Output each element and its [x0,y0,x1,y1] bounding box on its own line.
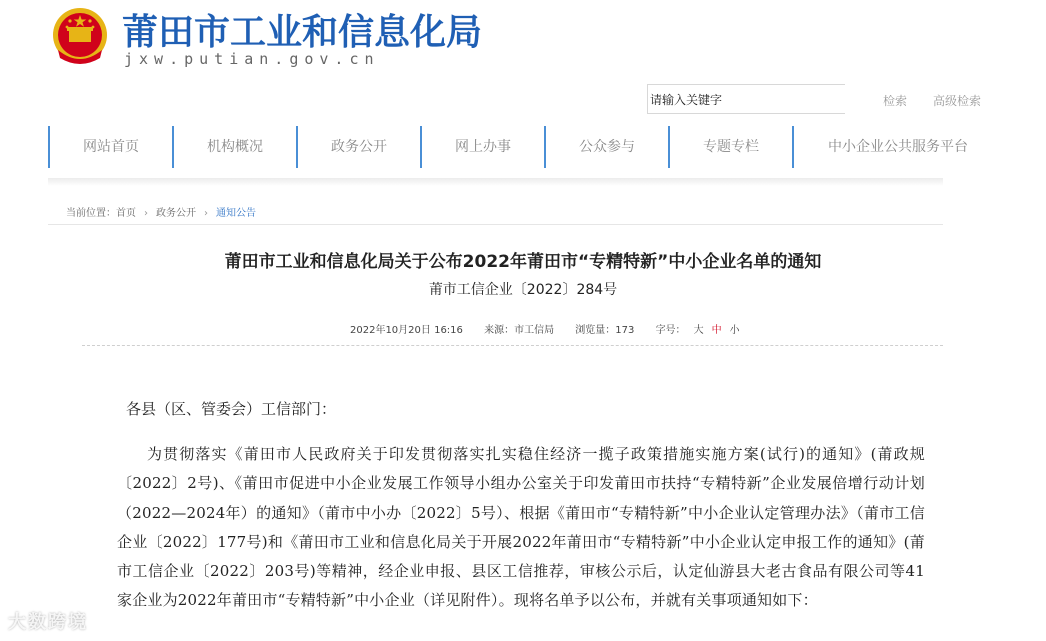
site-title: 莆田市工业和信息化局 [122,12,483,53]
breadcrumb [66,204,256,219]
nav-item-home[interactable]: 网站首页 [48,126,172,168]
document-number: 莆市工信企业〔2022〕284号 [428,282,618,298]
font-size-medium-button[interactable]: 中 [711,325,722,336]
publish-date: 2022年10月20日 16:16 [350,325,463,336]
breadcrumb-notices[interactable]: 通知公告 [216,208,256,219]
breadcrumb-separator-icon: › [144,208,148,219]
article-meta [350,321,744,336]
font-size-large-button[interactable]: 大 [693,325,704,336]
breadcrumb-divider [48,224,943,225]
font-size-small-button[interactable]: 小 [729,325,740,336]
nav-item-special-topics[interactable]: 专题专栏 [668,126,792,168]
nav-item-sme-service-platform[interactable]: 中小企业公共服务平台 [792,126,952,168]
search-input[interactable] [647,84,845,114]
article-source: 来源：市工信局 [484,325,555,336]
nav-item-government-affairs[interactable]: 政务公开 [296,126,420,168]
nav-item-online-services[interactable]: 网上办事 [420,126,544,168]
article-title: 莆田市工业和信息化局关于公布2022年莆田市“专精特新”中小企业名单的通知 [224,252,822,272]
breadcrumb-government-affairs[interactable]: 政务公开 [156,208,196,219]
search-button[interactable]: 检索 [883,94,908,108]
article-salutation: 各县（区、管委会）工信部门： [126,400,337,418]
breadcrumb-prefix: 当前位置： [66,208,116,219]
breadcrumb-home[interactable]: 首页 [116,208,136,219]
breadcrumb-separator-icon: › [204,208,208,219]
nav-item-organization[interactable]: 机构概况 [172,126,296,168]
article-paragraph: 为贯彻落实《莆田市人民政府关于印发贯彻落实扎实稳住经济一揽子政策措施实施方案(试行)的通知》(莆政规〔2022〕2号)、《莆田市促进中小企业发展工作领导小组办公室关于印发莆田市扶持“专精特新”企业发展倍增行动计划（2022—2024年）的通知》（莆市中小办〔2022〕5号）、根据《莆田市“专精特新”中小企业认定管理办法》（莆市工信企业〔2022〕177号)和《莆田市工业和信息化局关于开展2022年莆田市“专精特新”中小企业认定申报工作的通知》(莆市工信企业〔2022〕203号)等精神，经企业申报、县区工信推荐，审核公示后，认定仙游县大老古食品有限公司等41家企业为2022年莆田市“专精特新”中小企业（详见附件）。现将名单予以公布，并就有关事项通知如下： [117,445,925,610]
watermark: 大数跨境 [8,612,88,633]
nav-item-public-participation[interactable]: 公众参与 [544,126,668,168]
nav-divider [48,178,943,186]
view-count: 浏览量：173 [575,325,635,336]
meta-divider [82,345,943,346]
advanced-search-link[interactable]: 高级检索 [933,94,982,108]
national-emblem-icon [50,6,110,68]
main-nav [48,126,968,168]
font-size-label: 字号： [655,325,686,336]
site-domain: jxw.putian.gov.cn [124,50,380,68]
